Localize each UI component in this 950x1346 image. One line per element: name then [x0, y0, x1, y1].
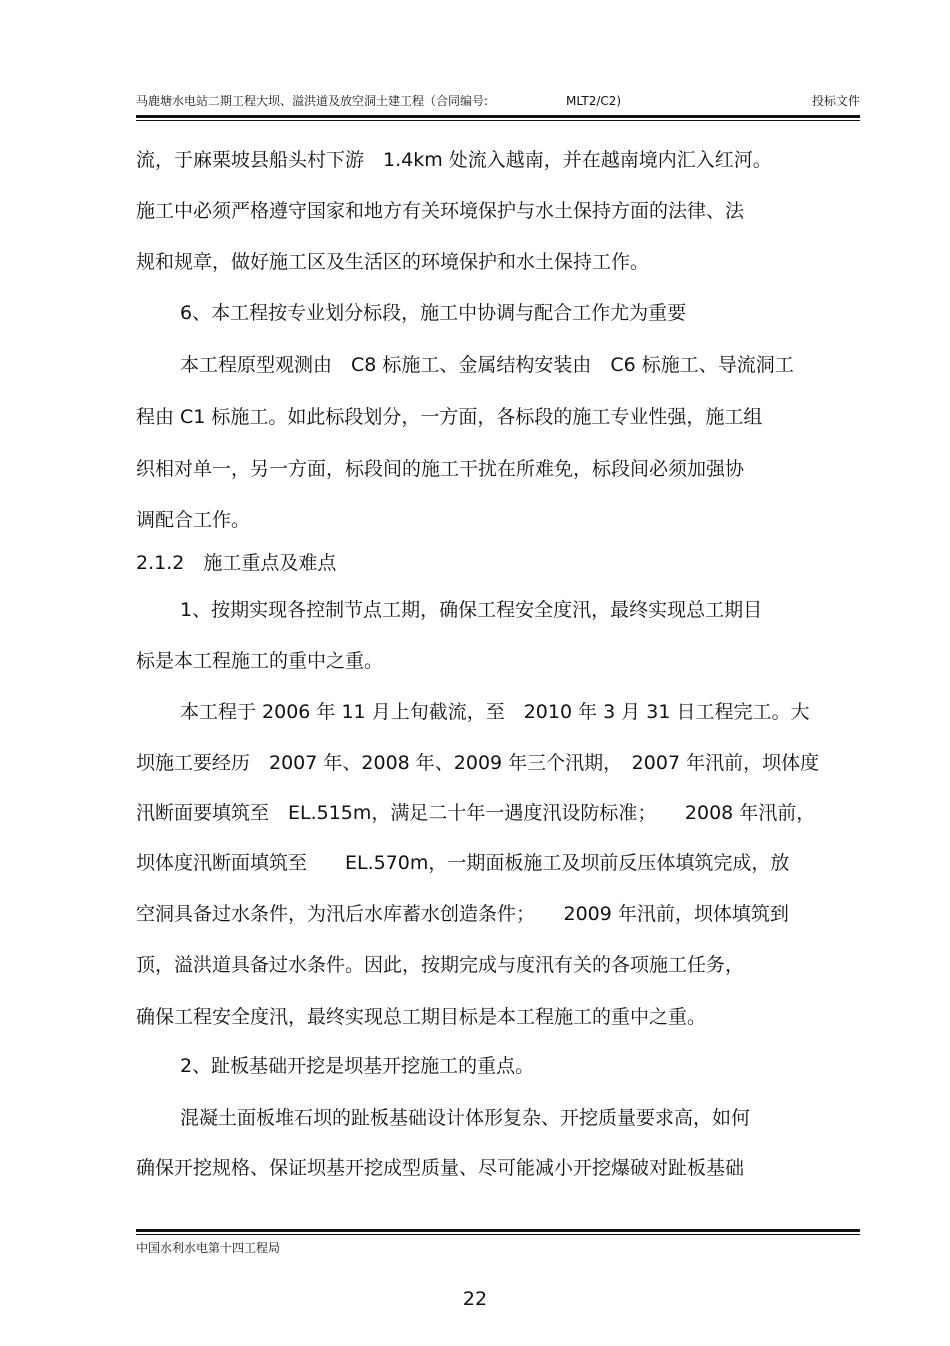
numbered-heading: 2、趾板基础开挖是坝基开挖施工的重点。 — [180, 1055, 535, 1077]
body-line: 流，于麻栗坡县船头村下游 1.4km 处流入越南，并在越南境内汇入红河。 — [136, 149, 772, 171]
header-rule-thick — [136, 115, 860, 118]
page-number: 22 — [462, 1288, 488, 1310]
body-line: 空洞具备过水条件，为汛后水库蓄水创造条件； 2009 年汛前，坝体填筑到 — [136, 903, 789, 925]
body-line: 织相对单一，另一方面，标段间的施工干扰在所难免，标段间必须加强协 — [136, 458, 745, 480]
body-line: 施工中必须严格遵守国家和地方有关环境保护与水土保持方面的法律、法 — [136, 200, 745, 222]
body-line: 本工程于 2006 年 11 月上旬截流，至 2010 年 3 月 31 日工程完工。大 — [180, 701, 810, 723]
numbered-heading: 1、按期实现各控制节点工期，确保工程安全度汛，最终实现总工期目 — [180, 599, 763, 621]
body-line: 调配合工作。 — [136, 509, 251, 531]
numbered-heading: 6、本工程按专业划分标段，施工中协调与配合工作尤为重要 — [180, 302, 687, 324]
body-line: 规和规章，做好施工区及生活区的环境保护和水土保持工作。 — [136, 251, 650, 273]
body-line: 坝体度汛断面填筑至 EL.570m，一期面板施工及坝前反压体填筑完成，放 — [136, 852, 790, 874]
body-line: 混凝土面板堆石坝的趾板基础设计体形复杂、开挖质量要求高，如何 — [180, 1107, 751, 1129]
header-project-title: 马鹿塘水电站二期工程大坝、溢洪道及放空洞土建工程（合同编号: — [136, 94, 489, 108]
body-line: 确保开挖规格、保证坝基开挖成型质量、尽可能减小开挖爆破对趾板基础 — [136, 1157, 745, 1179]
page-header — [136, 92, 860, 110]
footer-organization: 中国水利水电第十四工程局 — [136, 1241, 281, 1255]
body-line: 确保工程安全度汛，最终实现总工期目标是本工程施工的重中之重。 — [136, 1006, 707, 1028]
body-line: 程由 C1 标施工。如此标段划分，一方面，各标段的施工专业性强，施工组 — [136, 406, 763, 428]
header-contract-code: MLT2/C2) — [566, 94, 622, 108]
footer-rule-thick — [136, 1229, 860, 1232]
body-line: 汛断面要填筑至 EL.515m，满足二十年一遇度汛设防标准； 2008 年汛前， — [136, 802, 816, 824]
body-line: 坝施工要经历 2007 年、2008 年、2009 年三个汛期， 2007 年汛前，坝体度 — [136, 752, 820, 774]
footer-rule-thin — [136, 1234, 860, 1235]
body-line: 本工程原型观测由 C8 标施工、金属结构安装由 C6 标施工、导流洞工 — [180, 354, 794, 376]
body-line: 标是本工程施工的重中之重。 — [136, 650, 384, 672]
section-heading: 2.1.2 施工重点及难点 — [136, 552, 337, 574]
header-document-type: 投标文件 — [811, 94, 860, 108]
header-rule-thin — [136, 120, 860, 121]
body-line: 顶，溢洪道具备过水条件。因此，按期完成与度汛有关的各项施工任务， — [136, 954, 745, 976]
